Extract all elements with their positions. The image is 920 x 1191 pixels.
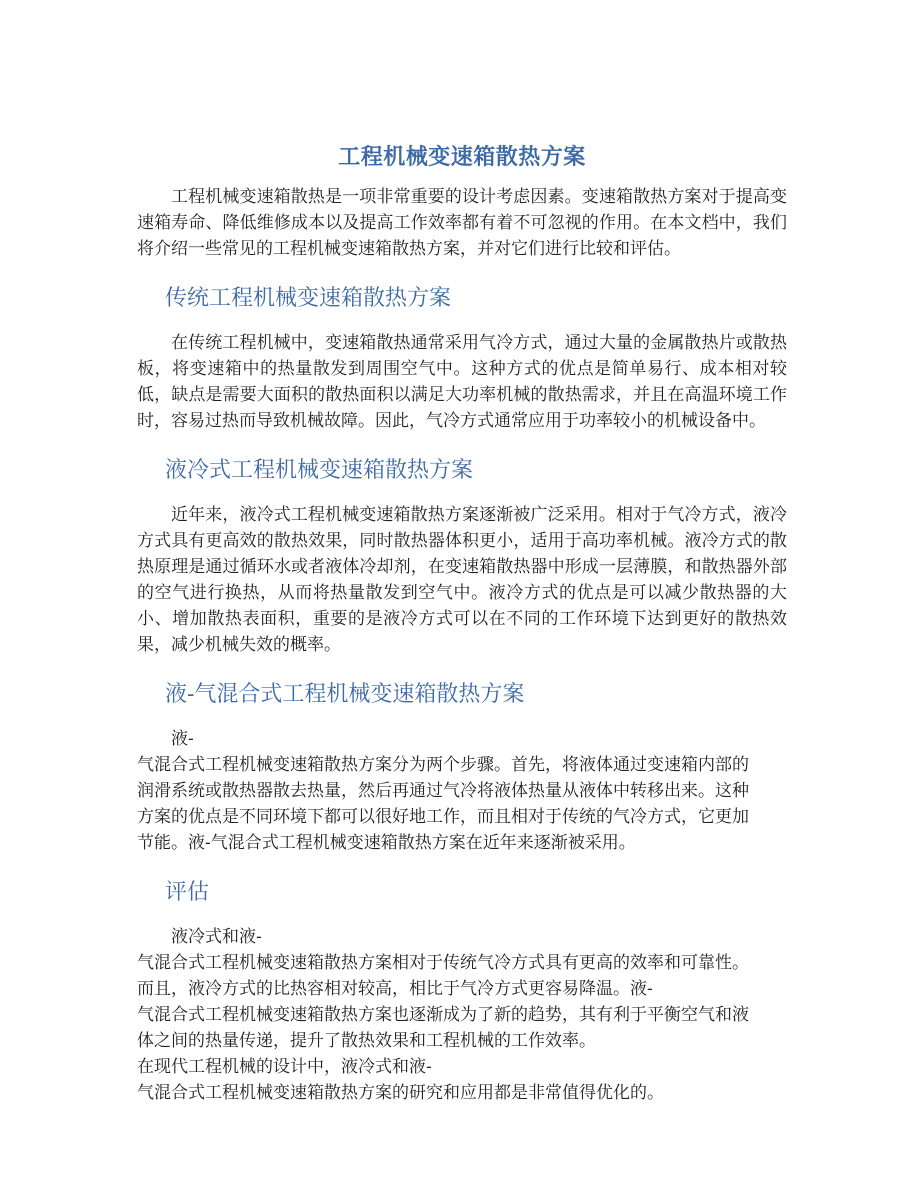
text-line: 气混合式工程机械变速箱散热方案相对于传统气冷方式具有更高的效率和可靠性。 [137,953,749,973]
text-line: 液- [171,729,194,749]
text-line: 在现代工程机械的设计中，液冷式和液- [137,1057,432,1077]
section-heading-liquid: 液冷式工程机械变速箱散热方案 [165,458,474,483]
text-line: 而且，液冷方式的比热容相对较高，相比于气冷方式更容易降温。液- [137,979,653,999]
document-page [137,140,787,1106]
text-line: 体之间的热量传递，提升了散热效果和工程机械的工作效率。 [137,1031,596,1051]
text-line: 节能。液-气混合式工程机械变速箱散热方案在近年来逐渐被采用。 [137,833,636,853]
text-line: 液冷式和液- [171,927,262,947]
text-line: 气混合式工程机械变速箱散热方案分为两个步骤。首先，将液体通过变速箱内部的 [137,755,749,775]
text-line: 气混合式工程机械变速箱散热方案的研究和应用都是非常值得优化的。 [137,1083,664,1103]
section-body-liquid: 近年来，液冷式工程机械变速箱散热方案逐渐被广泛采用。相对于气冷方式，液冷方式具有更高效的散热效果，同时散热器体积更小，适用于高功率机械。液冷方式的散热原理是通过循环水或者液体冷却剂，在变速箱散热器中形成一层薄膜，和散热器外部的空气进行换热，从而将热量散发到空气中。液冷方式的优点是可以减少散热器的大小、增加散热表面积，重要的是液冷方式可以在不同的工作环境下达到更好的散热效果，减少机械失效的概率。 [137,505,787,655]
document-title: 工程机械变速箱散热方案 [338,144,586,170]
text-line: 方案的优点是不同环境下都可以很好地工作，而且相对于传统的气冷方式，它更加 [137,807,749,827]
intro-paragraph: 工程机械变速箱散热是一项非常重要的设计考虑因素。变速箱散热方案对于提高变速箱寿命、降低维修成本以及提高工作效率都有着不可忽视的作用。在本文档中，我们将介绍一些常见的工程机械变速箱散热方案，并对它们进行比较和评估。 [137,187,787,259]
section-heading-traditional: 传统工程机械变速箱散热方案 [165,286,452,311]
section-heading-hybrid: 液-气混合式工程机械变速箱散热方案 [165,682,525,707]
section-heading-evaluation: 评估 [165,880,210,905]
text-line: 气混合式工程机械变速箱散热方案也逐渐成为了新的趋势，其有利于平衡空气和液 [137,1005,749,1025]
section-body-evaluation [137,924,787,1106]
text-line: 润滑系统或散热器散去热量，然后再通过气冷将液体热量从液体中转移出来。这种 [137,781,749,801]
section-body-hybrid [137,726,787,856]
section-body-traditional: 在传统工程机械中，变速箱散热通常采用气冷方式，通过大量的金属散热片或散热板，将变速箱中的热量散发到周围空气中。这种方式的优点是简单易行、成本相对较低，缺点是需要大面积的散热面积以满足大功率机械的散热需求，并且在高温环境工作时，容易过热而导致机械故障。因此，气冷方式通常应用于功率较小的机械设备中。 [137,333,787,431]
